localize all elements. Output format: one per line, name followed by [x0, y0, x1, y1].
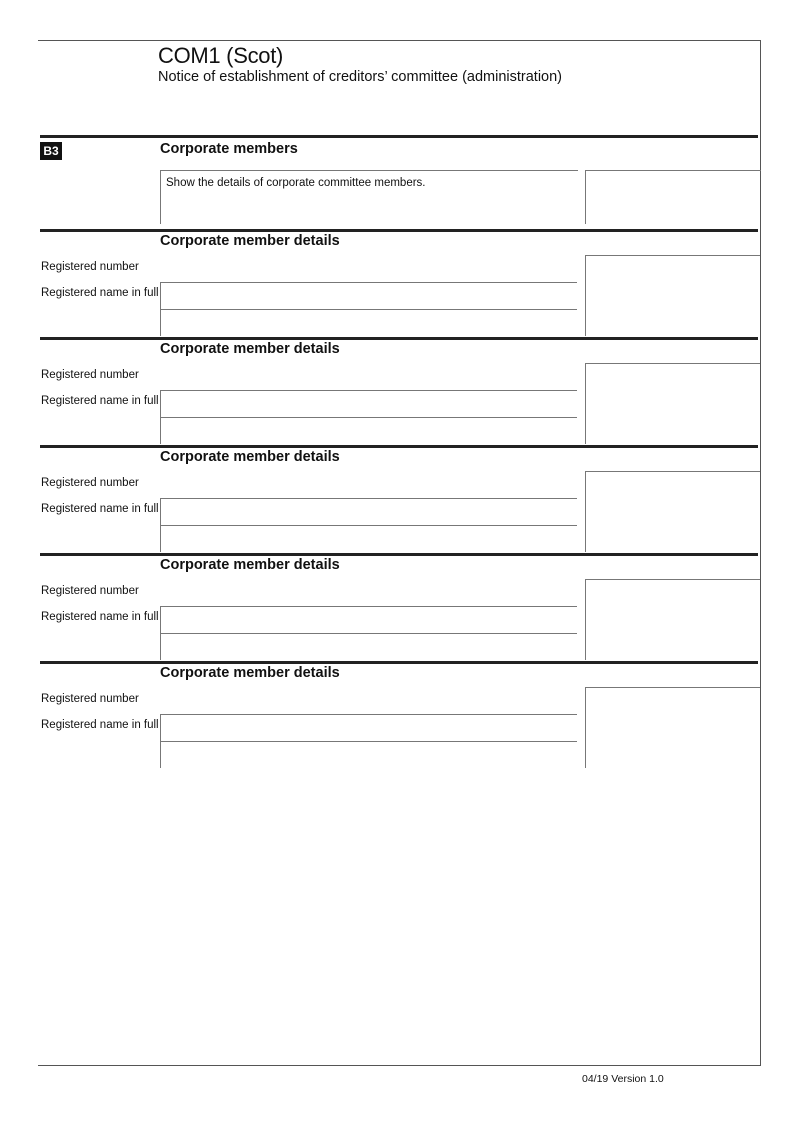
block-divider — [40, 337, 758, 340]
section-divider — [40, 135, 758, 138]
registered-number-label: Registered number — [41, 585, 139, 597]
block-divider — [40, 661, 758, 664]
guidance-panel — [585, 170, 761, 224]
guidance-panel — [585, 579, 760, 660]
registered-name-line-1[interactable] — [160, 606, 577, 633]
block-divider — [40, 553, 758, 556]
corporate-member-block — [0, 553, 800, 661]
corporate-member-block — [0, 445, 800, 553]
registered-number-field[interactable] — [160, 363, 368, 390]
guidance-panel — [585, 363, 760, 444]
registered-number-field[interactable] — [160, 471, 368, 498]
section-badge: B3 — [40, 142, 62, 160]
registered-name-line-1[interactable] — [160, 498, 577, 525]
corporate-member-block — [0, 661, 800, 769]
registered-name-label: Registered name in full — [41, 719, 159, 731]
registered-number-field[interactable] — [160, 255, 368, 282]
block-divider — [40, 445, 758, 448]
registered-name-line-2[interactable] — [160, 525, 577, 552]
block-heading: Corporate member details — [160, 449, 340, 465]
section-heading: Corporate members — [160, 141, 298, 157]
registered-name-label: Registered name in full — [41, 611, 159, 623]
block-heading: Corporate member details — [160, 665, 340, 681]
registered-name-line-2[interactable] — [160, 741, 577, 768]
registered-name-line-1[interactable] — [160, 390, 577, 417]
version-footer: 04/19 Version 1.0 — [582, 1073, 664, 1085]
registered-name-label: Registered name in full — [41, 503, 159, 515]
instruction-text: Show the details of corporate committee members. — [166, 177, 426, 189]
registered-number-field[interactable] — [160, 579, 368, 606]
guidance-panel — [585, 687, 760, 768]
registered-number-label: Registered number — [41, 477, 139, 489]
registered-name-line-1[interactable] — [160, 714, 577, 741]
registered-number-label: Registered number — [41, 261, 139, 273]
registered-number-label: Registered number — [41, 693, 139, 705]
registered-name-line-2[interactable] — [160, 633, 577, 660]
page-frame-top — [38, 40, 761, 41]
registered-name-line-1[interactable] — [160, 282, 577, 309]
corporate-member-block — [0, 229, 800, 337]
registered-name-label: Registered name in full — [41, 395, 159, 407]
block-heading: Corporate member details — [160, 233, 340, 249]
registered-name-line-2[interactable] — [160, 417, 577, 444]
registered-number-label: Registered number — [41, 369, 139, 381]
block-heading: Corporate member details — [160, 557, 340, 573]
guidance-panel — [585, 255, 760, 336]
corporate-member-block — [0, 337, 800, 445]
form-code: COM1 (Scot) — [158, 43, 284, 68]
page-frame-bottom — [38, 1065, 761, 1066]
block-divider — [40, 229, 758, 232]
block-heading: Corporate member details — [160, 341, 340, 357]
form-title: Notice of establishment of creditors’ committee (administration) — [158, 69, 563, 85]
registered-name-line-2[interactable] — [160, 309, 577, 336]
registered-name-label: Registered name in full — [41, 287, 159, 299]
guidance-panel — [585, 471, 760, 552]
registered-number-field[interactable] — [160, 687, 368, 714]
